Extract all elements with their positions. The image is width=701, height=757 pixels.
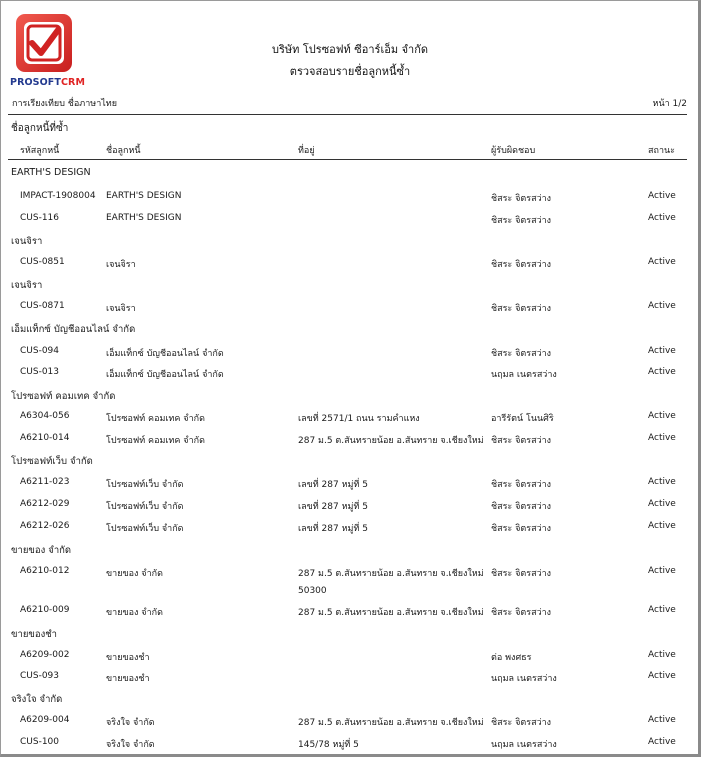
cell-responsible: ชิสระ จิตรสว่าง xyxy=(491,216,552,226)
cell-status: Active xyxy=(648,521,676,531)
group-heading: เจนจิรา xyxy=(11,280,43,291)
cell-address: 287 ม.5 ต.สันทรายน้อย อ.สันทราย จ.เชียงใหม่ xyxy=(298,569,484,579)
cell-status: Active xyxy=(648,213,676,223)
cell-name: ขายของ จำกัด xyxy=(106,608,163,618)
group-heading: ขายของชำ xyxy=(11,629,58,640)
cell-status: Active xyxy=(648,650,676,660)
cell-responsible: ชิสระ จิตรสว่าง xyxy=(491,718,552,728)
cell-code: A6212-029 xyxy=(20,499,70,509)
cell-responsible: ชิสระ จิตรสว่าง xyxy=(491,436,552,446)
cell-name: โปรซอฟท์เว็บ จำกัด xyxy=(106,502,184,512)
group-heading: EARTH'S DESIGN xyxy=(11,167,91,178)
group-heading: โปรซอฟท์ คอมเทค จำกัด xyxy=(11,391,116,402)
cell-responsible: ชิสระ จิตรสว่าง xyxy=(491,608,552,618)
cell-address: เลขที่ 2571/1 ถนน รามคำแหง xyxy=(298,414,420,424)
cell-responsible: ชิสระ จิตรสว่าง xyxy=(491,480,552,490)
cell-address: 287 ม.5 ต.สันทรายน้อย อ.สันทราย จ.เชียงใหม่ xyxy=(298,436,484,446)
section-label: ชื่อลูกหนี้ที่ซ้ำ xyxy=(11,123,69,134)
cell-address-line2: 50300 xyxy=(298,586,327,596)
cell-code: CUS-0851 xyxy=(20,257,65,267)
group-heading: เจนจิรา xyxy=(11,236,43,247)
group-heading: ขายของ จำกัด xyxy=(11,545,72,556)
cell-name: โปรซอฟท์ คอมเทค จำกัด xyxy=(106,414,205,424)
cell-address: 287 ม.5 ต.สันทรายน้อย อ.สันทราย จ.เชียงใหม่ xyxy=(298,608,484,618)
cell-status: Active xyxy=(648,367,676,377)
cell-status: Active xyxy=(648,566,676,576)
cell-address: 287 ม.5 ต.สันทรายน้อย อ.สันทราย จ.เชียงใหม่ xyxy=(298,718,484,728)
cell-responsible: ชิสระ จิตรสว่าง xyxy=(491,349,552,359)
cell-responsible: ต่อ พงศธร xyxy=(491,653,532,663)
cell-code: CUS-094 xyxy=(20,346,60,356)
logo-wordmark: PROSOFTCRM xyxy=(10,77,85,88)
cell-name: จริงใจ จำกัด xyxy=(106,740,155,750)
cell-responsible: นฤมล เนตรสว่าง xyxy=(491,674,557,684)
cell-code: CUS-093 xyxy=(20,671,60,681)
column-header-address: ที่อยู่ xyxy=(298,146,315,156)
cell-code: A6210-014 xyxy=(20,433,70,443)
report-title: ตรวจสอบรายชื่อลูกหนี้ซ้ำ xyxy=(289,65,411,78)
cell-code: CUS-116 xyxy=(20,213,60,223)
cell-responsible: นฤมล เนตรสว่าง xyxy=(491,740,557,750)
cell-name: EARTH'S DESIGN xyxy=(106,191,182,201)
cell-name: ขายของชำ xyxy=(106,674,150,684)
cell-status: Active xyxy=(648,477,676,487)
cell-name: โปรซอฟท์ คอมเทค จำกัด xyxy=(106,436,205,446)
column-header-name: ชื่อลูกหนี้ xyxy=(106,146,141,156)
cell-code: A6210-009 xyxy=(20,605,70,615)
cell-code: A6209-002 xyxy=(20,650,70,660)
cell-responsible: ชิสระ จิตรสว่าง xyxy=(491,260,552,270)
cell-code: A6212-026 xyxy=(20,521,70,531)
cell-status: Active xyxy=(648,191,676,201)
cell-responsible: ชิสระ จิตรสว่าง xyxy=(491,524,552,534)
cell-name: โปรซอฟท์เว็บ จำกัด xyxy=(106,524,184,534)
cell-address: เลขที่ 287 หมู่ที่ 5 xyxy=(298,480,368,490)
cell-status: Active xyxy=(648,605,676,615)
cell-code: CUS-0871 xyxy=(20,301,65,311)
group-heading: เอ็มแท็กซ์ บัญชีออนไลน์ จำกัด xyxy=(11,324,136,335)
cell-code: CUS-013 xyxy=(20,367,60,377)
page-number: หน้า 1/2 xyxy=(652,99,687,109)
cell-status: Active xyxy=(648,671,676,681)
cell-address: เลขที่ 287 หมู่ที่ 5 xyxy=(298,502,368,512)
cell-status: Active xyxy=(648,301,676,311)
column-header-status: สถานะ xyxy=(648,146,675,156)
cell-responsible: ชิสระ จิตรสว่าง xyxy=(491,304,552,314)
cell-name: โปรซอฟท์เว็บ จำกัด xyxy=(106,480,184,490)
cell-code: A6304-056 xyxy=(20,411,70,421)
group-heading: จริงใจ จำกัด xyxy=(11,694,63,705)
cell-status: Active xyxy=(648,411,676,421)
divider-header xyxy=(8,159,687,160)
cell-name: ขายของ จำกัด xyxy=(106,569,163,579)
cell-address: เลขที่ 287 หมู่ที่ 5 xyxy=(298,524,368,534)
sort-label: การเรียงเทียบ ชื่อภาษาไทย xyxy=(12,99,117,109)
column-header-code: รหัสลูกหนี้ xyxy=(20,146,60,156)
cell-responsible: ชิสระ จิตรสว่าง xyxy=(491,194,552,204)
cell-status: Active xyxy=(648,257,676,267)
cell-responsible: ชิสระ จิตรสว่าง xyxy=(491,569,552,579)
cell-address: 145/78 หมู่ที่ 5 xyxy=(298,740,359,750)
cell-code: A6209-004 xyxy=(20,715,70,725)
cell-status: Active xyxy=(648,715,676,725)
cell-name: จริงใจ จำกัด xyxy=(106,718,155,728)
cell-name: เอ็มแท็กซ์ บัญชีออนไลน์ จำกัด xyxy=(106,370,224,380)
column-header-responsible: ผู้รับผิดชอบ xyxy=(491,146,536,156)
cell-responsible: อารีรัตน์ โนนศิริ xyxy=(491,414,554,424)
cell-name: เจนจิรา xyxy=(106,304,136,314)
cell-responsible: นฤมล เนตรสว่าง xyxy=(491,370,557,380)
cell-name: เจนจิรา xyxy=(106,260,136,270)
company-name: บริษัท โปรซอฟท์ ซีอาร์เอ็ม จำกัด xyxy=(272,43,428,56)
group-heading: โปรซอฟท์เว็บ จำกัด xyxy=(11,456,93,467)
cell-status: Active xyxy=(648,346,676,356)
cell-code: A6210-012 xyxy=(20,566,70,576)
cell-name: เอ็มแท็กซ์ บัญชีออนไลน์ จำกัด xyxy=(106,349,224,359)
cell-status: Active xyxy=(648,499,676,509)
cell-name: EARTH'S DESIGN xyxy=(106,213,182,223)
cell-code: IMPACT-1908004 xyxy=(20,191,96,201)
divider-top xyxy=(8,114,687,115)
cell-status: Active xyxy=(648,737,676,747)
cell-status: Active xyxy=(648,433,676,443)
cell-code: CUS-100 xyxy=(20,737,60,747)
cell-name: ขายของชำ xyxy=(106,653,150,663)
cell-responsible: ชิสระ จิตรสว่าง xyxy=(491,502,552,512)
cell-code: A6211-023 xyxy=(20,477,70,487)
